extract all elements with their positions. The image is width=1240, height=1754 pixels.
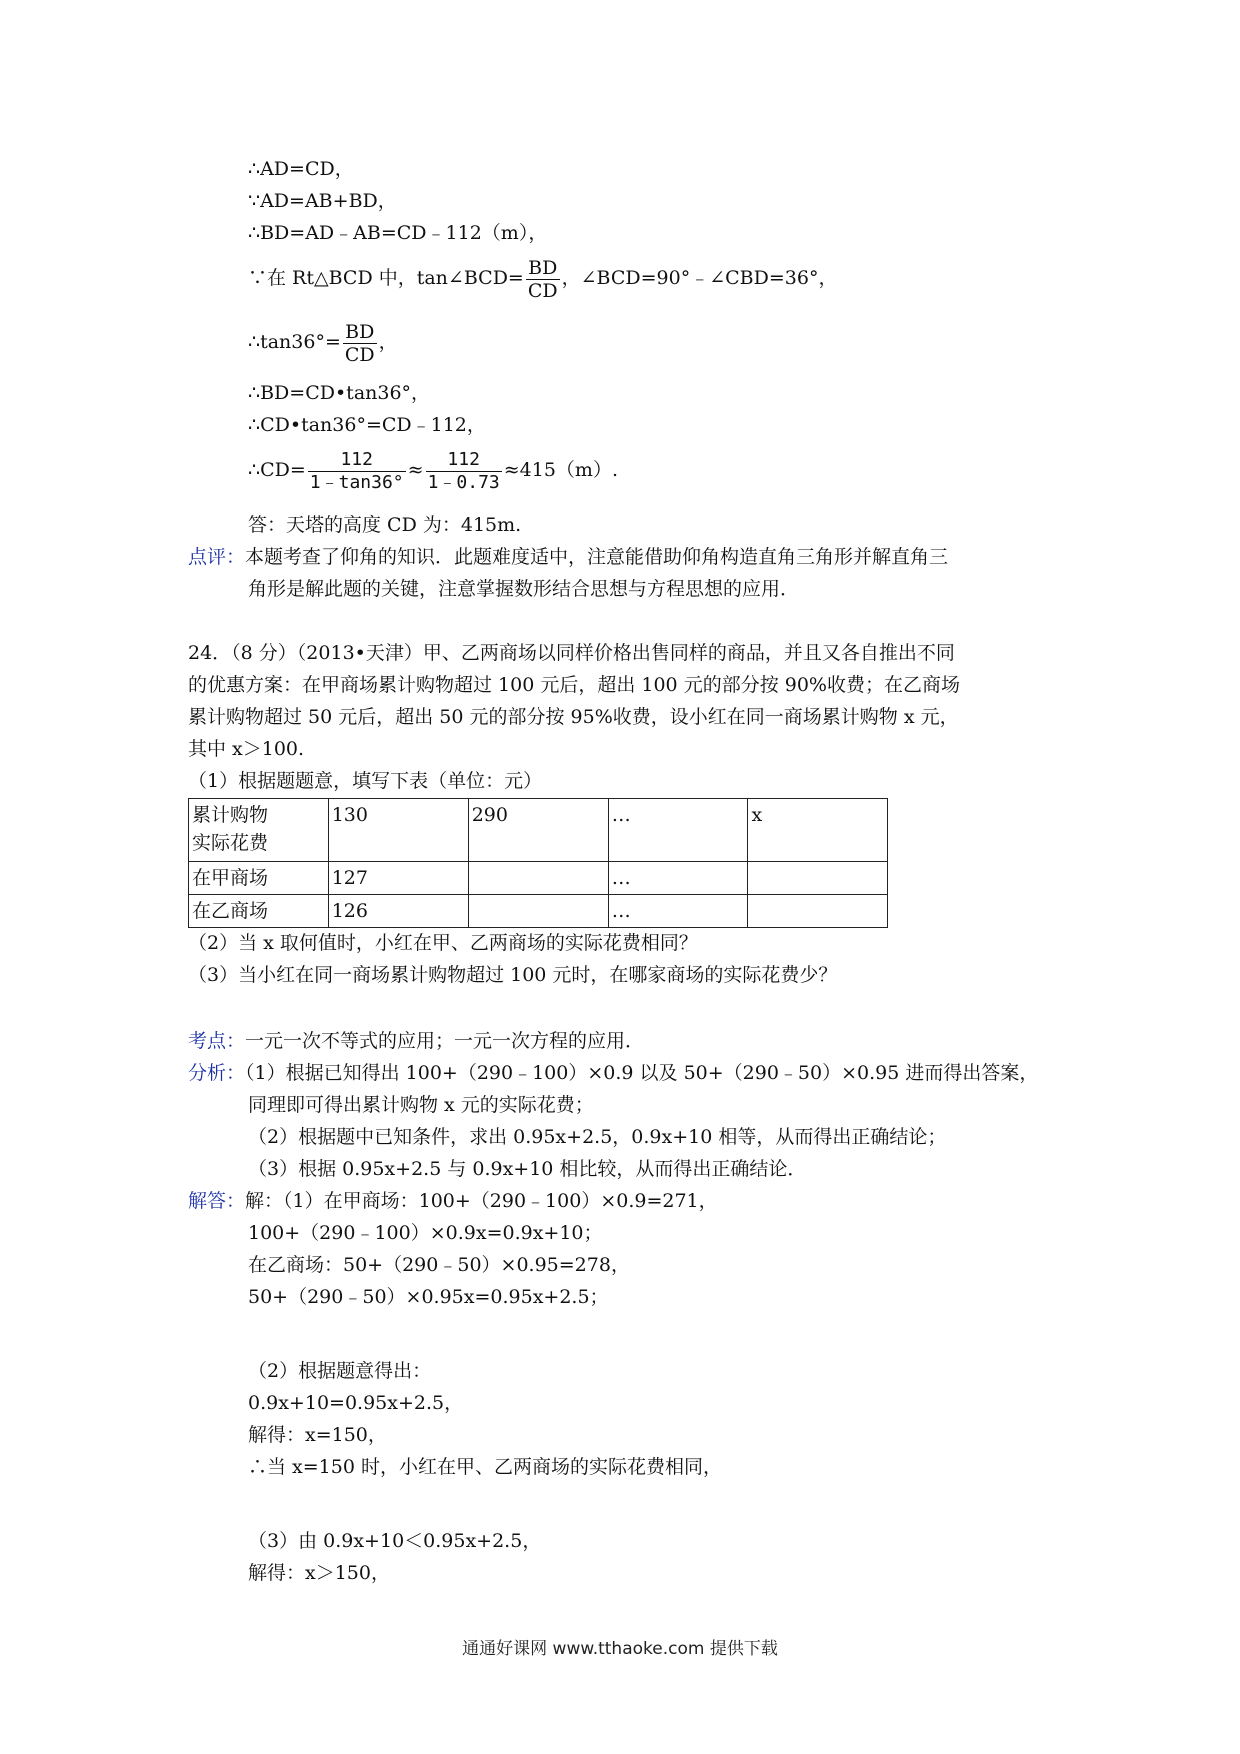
table-row <box>189 895 888 928</box>
numerator: 112 <box>426 449 502 472</box>
analysis-line: （2）根据题中已知条件，求出 0.95x+2.5，0.9x+10 相等，从而得出正确结论； <box>248 1126 947 1148</box>
solution-line-tan36 <box>248 318 398 366</box>
solution-line: ∴CD•tan36°=CD﹣112， <box>248 414 486 436</box>
price-table <box>188 798 888 928</box>
answer-line: 解得：x=150， <box>248 1424 387 1446</box>
analysis-line <box>188 1060 1038 1086</box>
table-cell: … <box>608 862 748 895</box>
solution-line: ∴AD=CD， <box>248 158 354 180</box>
denominator: CD <box>344 343 375 366</box>
fraction <box>526 257 560 302</box>
text: ∴CD= <box>248 459 306 481</box>
text: ∵在 Rt△BCD 中，tan∠BCD= <box>248 267 524 289</box>
answer-line: 答：天塔的高度 CD 为：415m. <box>248 514 522 536</box>
topic-text: 一元一次不等式的应用；一元一次方程的应用． <box>245 1030 645 1052</box>
answer-label: 解答： <box>188 1190 246 1212</box>
fraction <box>308 449 406 494</box>
text: ≈415（m）. <box>503 459 618 481</box>
answer-line: 0.9x+10=0.95x+2.5， <box>248 1392 464 1414</box>
analysis-text: （1）根据已知得出 100+（290﹣100）×0.9 以及 50+（290﹣50）×0.95 进而得出答案， <box>245 1062 1039 1084</box>
question-2: （2）当 x 取何值时，小红在甲、乙两商场的实际花费相同？ <box>188 932 698 954</box>
solution-line: ∵AD=AB+BD， <box>248 190 397 212</box>
solution-line-cd <box>248 446 618 494</box>
answer-line <box>188 1188 718 1214</box>
problem-text: 累计购物超过 50 元后，超出 50 元的部分按 95%收费，设小红在同一商场累计购物 x 元， <box>188 706 959 728</box>
analysis-line: （3）根据 0.95x+2.5 与 0.9x+10 相比较，从而得出正确结论． <box>248 1158 807 1180</box>
topic-label: 考点： <box>188 1030 246 1052</box>
denominator: 1﹣0.73 <box>427 471 500 493</box>
question-1: （1）根据题题意，填写下表（单位：元） <box>188 770 543 792</box>
table-cell <box>748 862 888 895</box>
answer-text: 解：（1）在甲商场：100+（290﹣100）×0.9=271， <box>245 1190 718 1212</box>
text: ， <box>378 331 398 353</box>
problem-text: 的优惠方案：在甲商场累计购物超过 100 元后，超出 100 元的部分按 90%收费；在乙商场 <box>188 674 960 696</box>
table-cell: 在甲商场 <box>189 862 329 895</box>
numerator: BD <box>343 321 377 344</box>
table-cell <box>748 895 888 928</box>
table-cell <box>468 862 608 895</box>
topic-line <box>188 1028 644 1054</box>
review-text: 本题考查了仰角的知识．此题难度适中，注意能借助仰角构造直角三角形并解直角三 <box>245 546 949 568</box>
page-footer: 通通好课网 www.tthaoke.com 提供下载 <box>462 1639 778 1659</box>
table-cell: 126 <box>328 895 468 928</box>
solution-line-tan-bcd <box>248 254 837 302</box>
review-label: 点评： <box>188 546 246 568</box>
problem-text: 24．（8 分）（2013•天津）甲、乙两商场以同样价格出售同样的商品，并且又各自推出不同 <box>188 642 955 664</box>
table-cell: 在乙商场 <box>189 895 329 928</box>
table-cell: … <box>608 799 748 862</box>
fraction <box>343 321 377 366</box>
review-line <box>188 544 948 570</box>
table-cell: 127 <box>328 862 468 895</box>
numerator: 112 <box>308 449 406 472</box>
denominator: CD <box>527 279 558 302</box>
answer-line: 在乙商场：50+（290﹣50）×0.95=278， <box>248 1254 630 1276</box>
denominator: 1﹣tan36° <box>309 471 404 493</box>
analysis-label: 分析： <box>188 1062 246 1084</box>
answer-line: （3）由 0.9x+10＜0.95x+2.5， <box>248 1530 542 1552</box>
text: ，∠BCD=90°﹣∠CBD=36°， <box>561 267 838 289</box>
text: ∴tan36°= <box>248 331 341 353</box>
table-cell: … <box>608 895 748 928</box>
table-cell: 290 <box>468 799 608 862</box>
table-row <box>189 862 888 895</box>
answer-line: （2）根据题意得出： <box>248 1360 432 1382</box>
question-3: （3）当小红在同一商场累计购物超过 100 元时，在哪家商场的实际花费少？ <box>188 964 838 986</box>
analysis-line: 同理即可得出累计购物 x 元的实际花费； <box>248 1094 594 1116</box>
answer-line: 解得：x＞150， <box>248 1562 390 1584</box>
answer-line: ∴当 x=150 时，小红在甲、乙两商场的实际花费相同， <box>248 1456 722 1478</box>
solution-line: ∴BD=CD•tan36°， <box>248 382 431 404</box>
table-cell: 130 <box>328 799 468 862</box>
numerator: BD <box>526 257 560 280</box>
solution-line: ∴BD=AD﹣AB=CD﹣112（m）， <box>248 222 548 244</box>
problem-text: 其中 x＞100. <box>188 738 305 760</box>
approx-sign: ≈ <box>407 459 424 481</box>
cell-text: 累计购物 <box>192 804 269 826</box>
answer-line: 100+（290﹣100）×0.9x=0.9x+10； <box>248 1222 603 1244</box>
review-line: 角形是解此题的关键，注意掌握数形结合思想与方程思想的应用． <box>248 578 800 600</box>
table-header-row <box>189 799 888 862</box>
fraction <box>426 449 502 494</box>
cell-text: 实际花费 <box>192 832 269 854</box>
table-cell <box>189 799 329 862</box>
answer-line: 50+（290﹣50）×0.95x=0.95x+2.5； <box>248 1286 609 1308</box>
table-cell <box>468 895 608 928</box>
table-cell: x <box>748 799 888 862</box>
